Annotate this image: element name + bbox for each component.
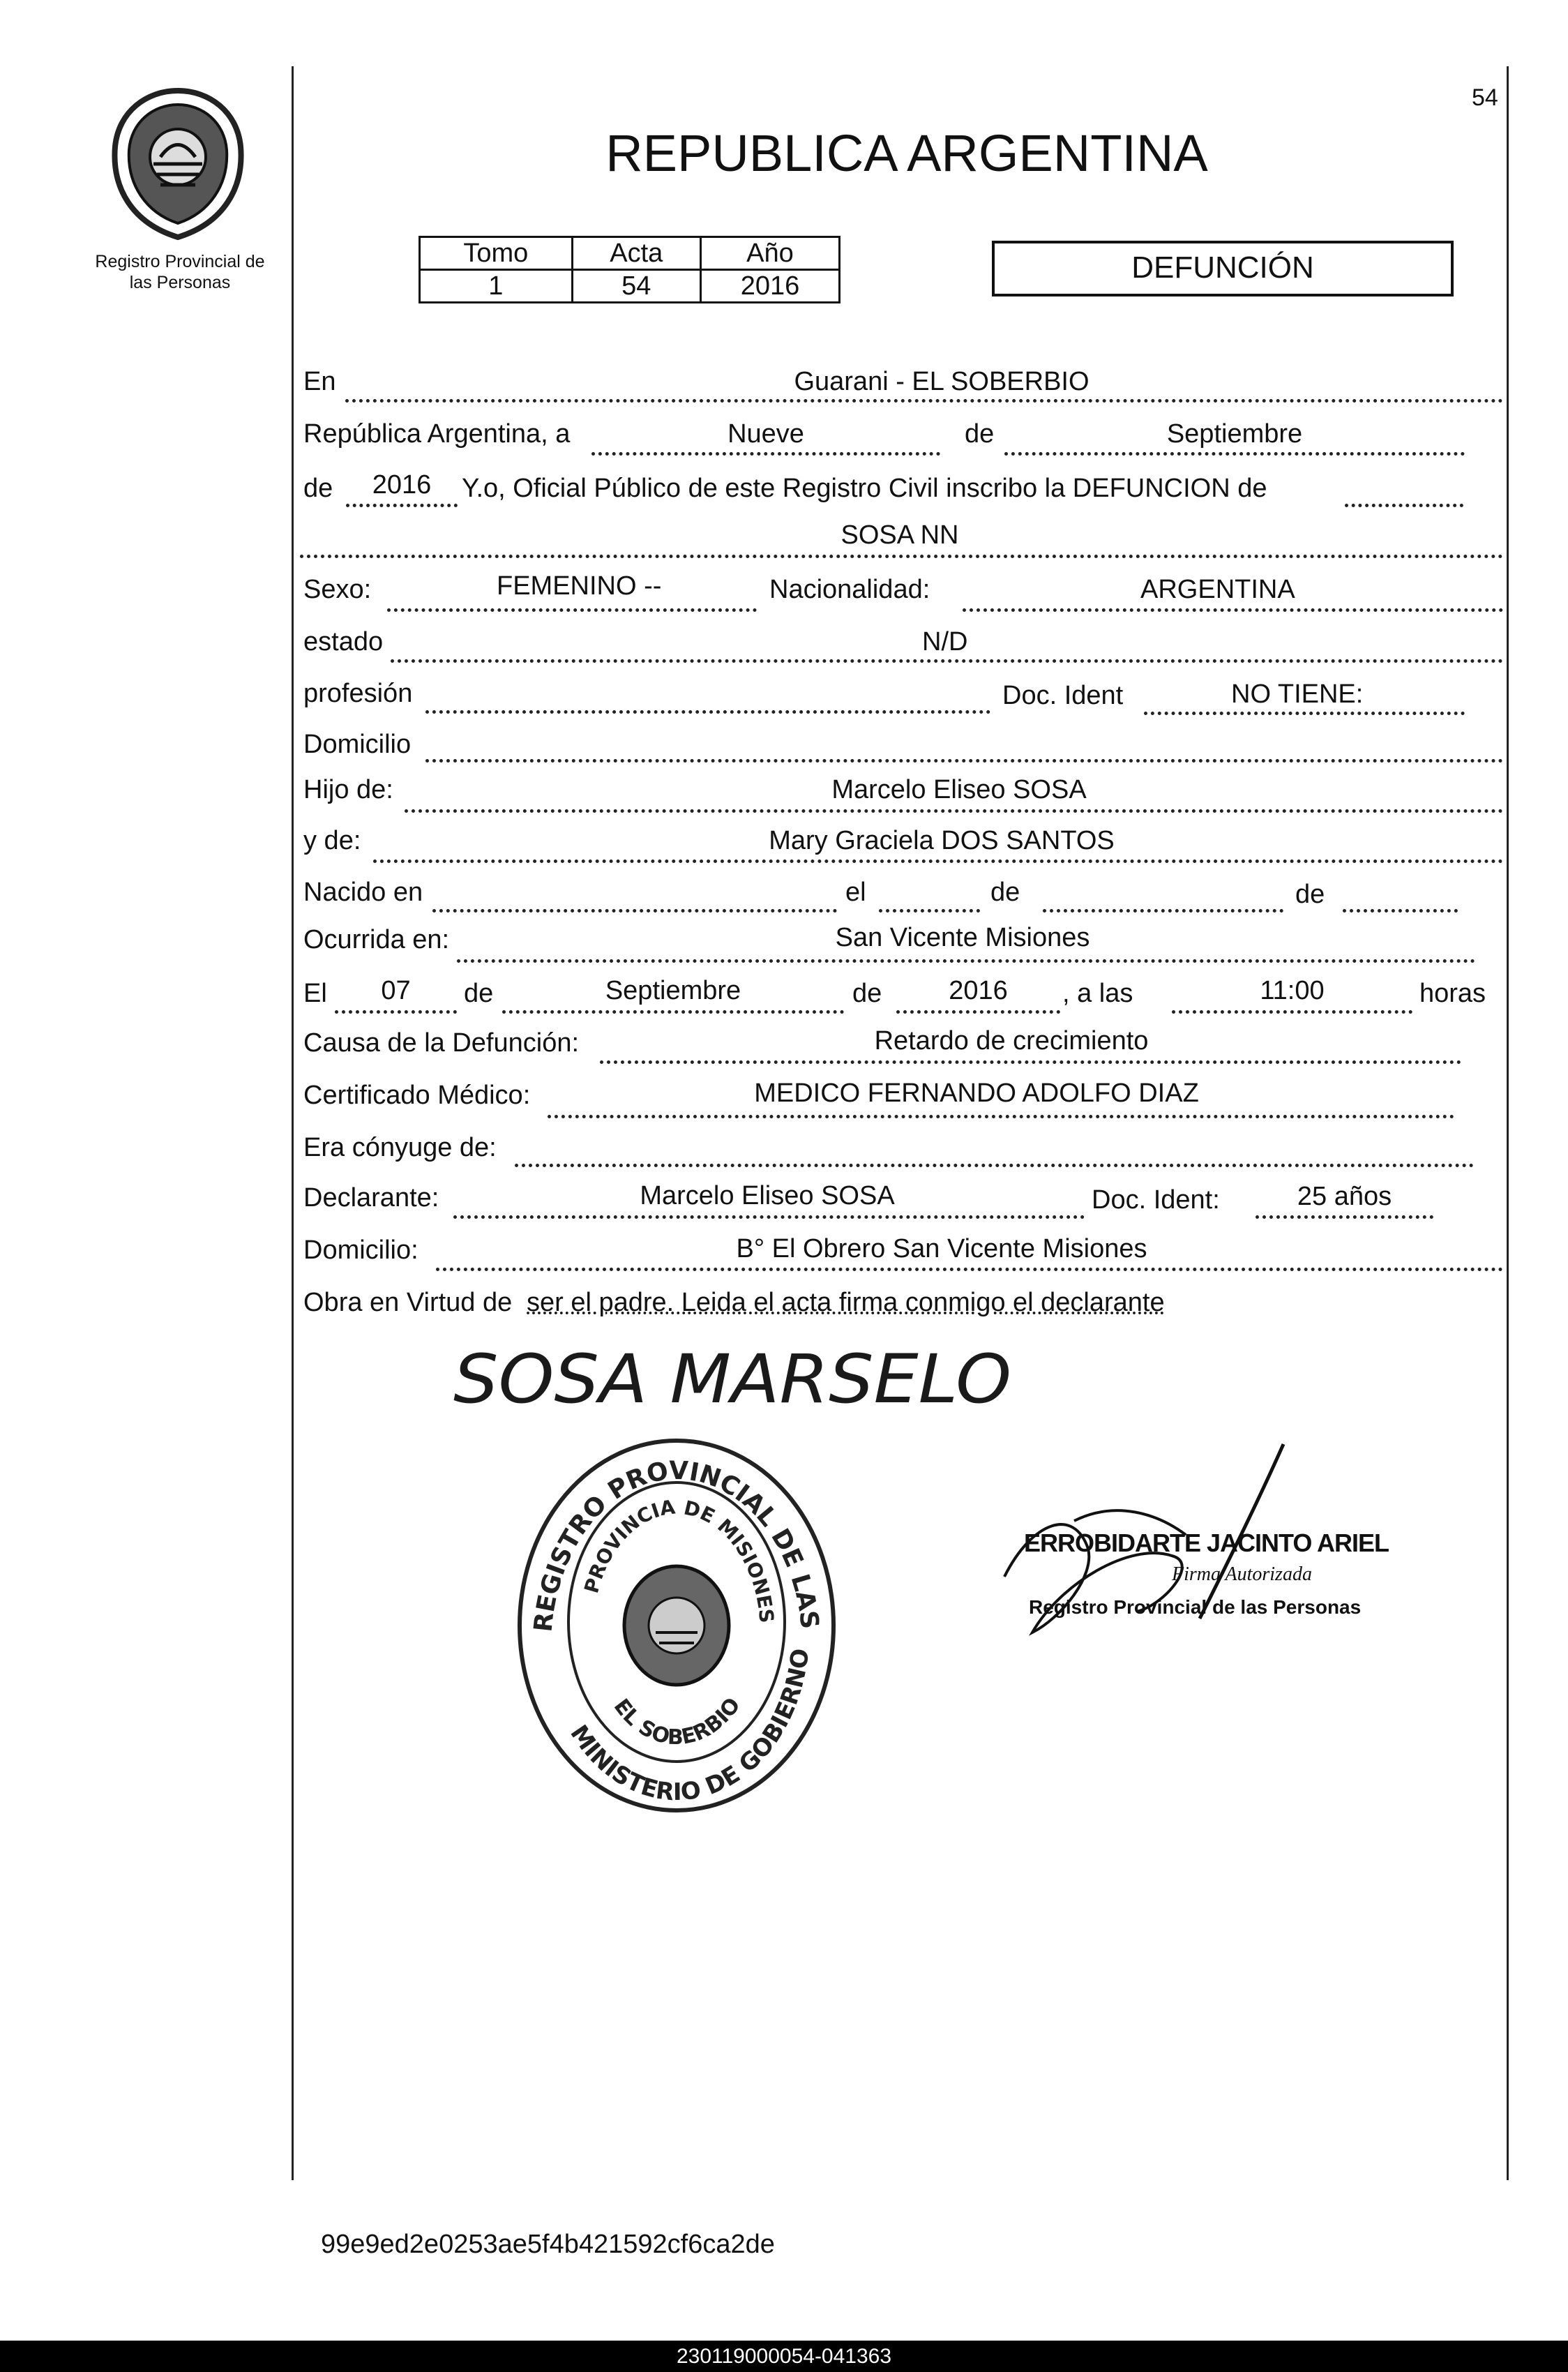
estado-value: N/D [922,627,968,656]
sexo-line [387,608,757,612]
registry-name-line1: Registro Provincial de [95,252,265,271]
profesion-line [425,710,990,714]
declarante-line [453,1215,1085,1219]
death-time: 11:00 [1260,976,1325,1005]
tomo-value: 1 [420,270,573,303]
de5-label: de [464,979,494,1008]
yde-label: y de: [303,826,361,855]
record-table [419,236,840,303]
de6-label: de [852,979,882,1008]
domicilio2-label: Domicilio: [303,1236,419,1265]
de4-line [1343,909,1458,913]
month-value: Septiembre [1166,419,1303,449]
yde-line [373,860,1503,863]
doc2-label: Doc. Ident: [1092,1185,1220,1215]
name-line [300,555,1503,558]
domicilio2-value: B° El Obrero San Vicente Misiones [736,1234,1147,1263]
doc2-value: 25 años [1297,1182,1392,1211]
official-org: Registro Provincial de las Personas [1029,1596,1362,1618]
de2-label: de [303,474,333,503]
declarante-value: Marcelo Eliseo SOSA [640,1181,895,1210]
svg-text:PROVINCIA DE MISIONES: PROVINCIA DE MISIONES [580,1495,778,1624]
conyuge-line [515,1164,1474,1167]
obra-label: Obra en Virtud de [303,1288,513,1317]
record-table-value-row [420,270,840,303]
de3-label: de [990,878,1020,907]
left-margin-line [292,66,294,2180]
el-label: el [845,878,866,907]
domicilio-label: Domicilio [303,730,412,759]
ocurrida-value: San Vicente Misiones [835,923,1090,952]
deceased-name: SOSA NN [840,520,959,550]
de3-line [1043,909,1283,913]
statement-text: Y.o, Oficial Público de este Registro Civil inscribo la DEFUNCION de [462,474,1267,503]
footer-code: 230119000054-041363 [676,2345,892,2368]
svg-text:EL SOBERBIO: EL SOBERBIO [608,1693,746,1750]
obra-value: ser el padre. Leida el acta firma conmigo el declarante [527,1288,1165,1317]
en-value: Guarani - EL SOBERBIO [794,367,1090,396]
certificado-line [548,1115,1454,1118]
profesion-label: profesión [303,679,413,708]
page-number: 54 [1472,84,1498,111]
causa-value: Retardo de crecimiento [874,1026,1149,1056]
document-hash: 99e9ed2e0253ae5f4b421592cf6ca2de [321,2230,775,2259]
sexo-value: FEMENINO -- [497,571,662,601]
death-month: Septiembre [605,976,741,1005]
nacionalidad-line [963,608,1503,612]
year-value: 2016 [372,470,432,500]
nacido-label: Nacido en [303,878,423,907]
domicilio-line [425,759,1503,763]
el-line [879,909,980,913]
nacionalidad-value: ARGENTINA [1140,575,1295,604]
alas-label: , a las [1062,979,1133,1008]
death-year-line [896,1010,1060,1014]
svg-text:SOSA MARSELO: SOSA MARSELO [453,1340,1011,1418]
death-day-line [335,1010,457,1014]
domicilio2-line [436,1268,1503,1271]
estado-label: estado [303,627,384,656]
anio-header: Año [700,237,839,270]
death-day: 07 [381,976,411,1005]
estado-line [391,659,1503,663]
hijo-value: Marcelo Eliseo SOSA [831,775,1087,804]
republica-label: República Argentina, a [303,419,571,449]
ocurrida-line [457,959,1475,963]
official-name: ERROBIDARTE JACINTO ARIEL [1024,1529,1389,1557]
death-month-line [502,1010,844,1014]
doc-ident-value: NO TIENE: [1231,680,1364,709]
misiones-logo [105,84,251,244]
svg-text:MINISTERIO DE GOBIERNO: MINISTERIO DE GOBIERNO [564,1646,815,1807]
handwritten-signature [446,1326,1046,1423]
hijo-line [405,809,1503,813]
death-time-line [1172,1010,1412,1014]
hijo-label: Hijo de: [303,775,393,804]
footer-bar [0,2341,1568,2372]
de4-label: de [1295,880,1325,909]
causa-label: Causa de la Defunción: [303,1028,580,1058]
day-line [591,452,940,456]
statement-line [1345,504,1463,507]
horas-label: horas [1419,979,1486,1008]
acta-header: Acta [572,237,700,270]
record-type-box: DEFUNCIÓN [992,241,1454,296]
declarante-label: Declarante: [303,1183,439,1213]
year-line [346,504,458,507]
en-line [345,399,1503,403]
svg-text:REGISTRO PROVINCIAL DE LAS PER: REGISTRO PROVINCIAL DE LAS [529,1456,824,1634]
sexo-label: Sexo: [303,575,372,604]
nacionalidad-label: Nacionalidad: [769,575,930,604]
doc-ident-label: Doc. Ident [1002,681,1124,710]
tomo-header: Tomo [420,237,573,270]
doc-ident-line [1144,712,1465,715]
death-year: 2016 [949,976,1008,1005]
de-label: de [965,419,995,449]
nacido-line [432,909,837,913]
certificado-label: Certificado Médico: [303,1081,531,1110]
day-value: Nueve [728,419,804,449]
ocurrida-label: Ocurrida en: [303,925,450,954]
causa-line [600,1060,1461,1064]
right-margin-line [1507,66,1509,2180]
anio-value: 2016 [700,270,839,303]
official-role: Firma Autorizada [1172,1563,1312,1585]
month-line [1004,452,1465,456]
record-table-header-row [420,237,840,270]
registry-name-line2: las Personas [129,273,231,292]
page-title: REPUBLICA ARGENTINA [605,124,1208,182]
certificado-value: MEDICO FERNANDO ADOLFO DIAZ [754,1079,1199,1108]
doc2-line [1256,1215,1433,1219]
en-label: En [303,367,336,396]
el2-label: El [303,979,327,1008]
registry-oval-seal [502,1423,851,1814]
acta-value: 54 [572,270,700,303]
yde-value: Mary Graciela DOS SANTOS [769,826,1115,855]
conyuge-label: Era cónyuge de: [303,1133,497,1162]
